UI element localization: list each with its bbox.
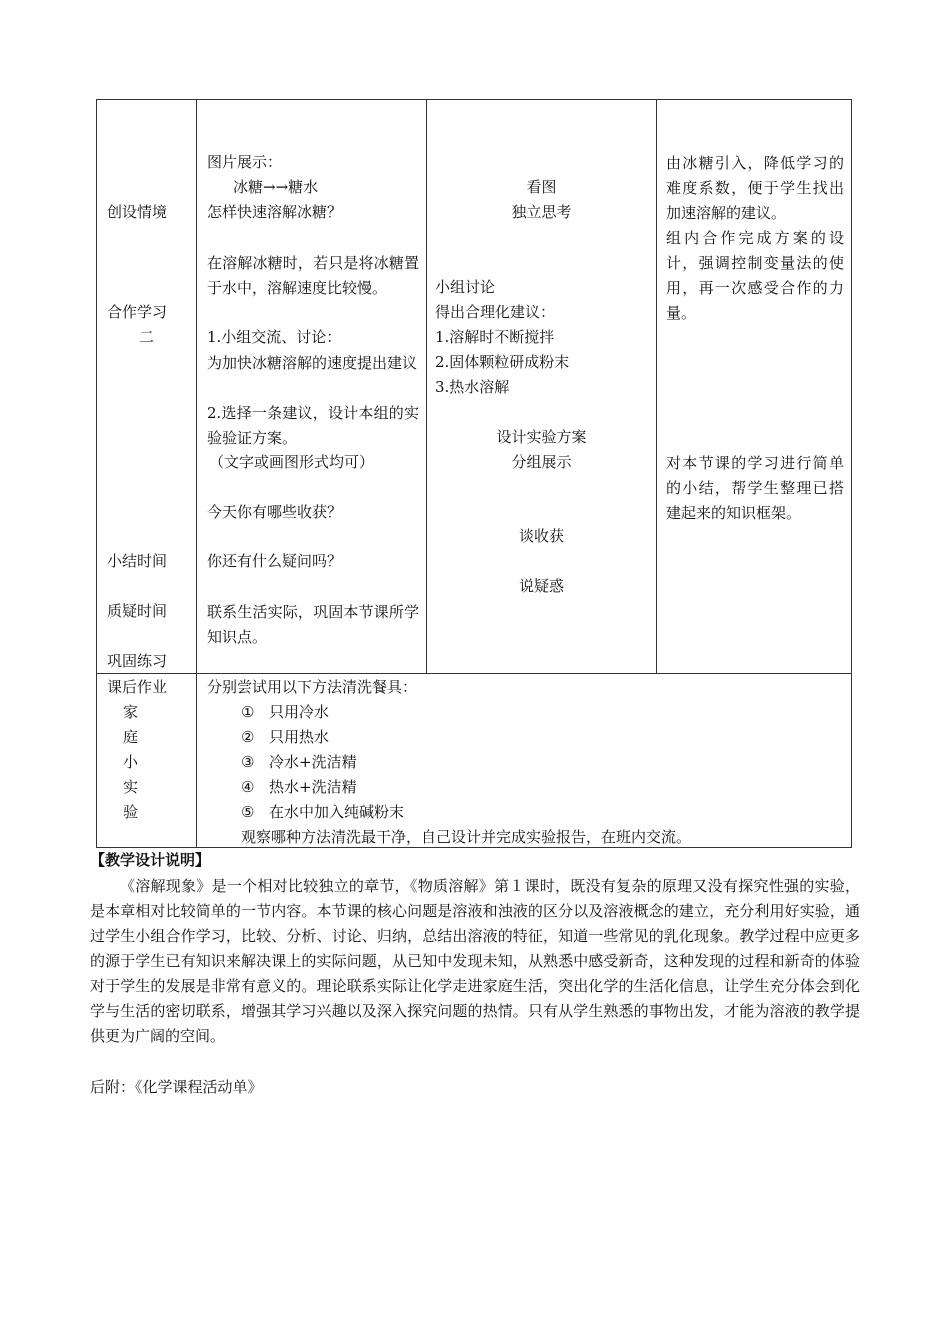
student-text: 得出合理化建议： bbox=[435, 303, 556, 321]
stage-label: 创设情境 bbox=[107, 203, 168, 221]
student-text: 说疑惑 bbox=[518, 577, 564, 595]
homework-item-text: 只用热水 bbox=[269, 728, 330, 746]
student-text: 分组展示 bbox=[511, 453, 572, 471]
teacher-text: 今天你有哪些收获？ bbox=[207, 503, 343, 521]
column-divider bbox=[196, 100, 197, 847]
explanation-body: 《溶解现象》是一个相对比较独立的章节，《物质溶解》第１课时，既没有复杂的原理又没有探究性强的实验，是本章相对比较简单的一节内容。本节课的核心问题是溶液和浊液的区分以及溶液概念的建立，充分利用好实验，通过学生小组合作学习，比较、分析、讨论、归纳，总结出溶液的特征，知道一些常见的乳化现象。教学过程中应更多的源于学生已有知识来解决课上的实际问题，从已知中发现未知，从熟悉中感受新奇，这种发现的过程和新奇的体验对于学生的发展是非常有意义的。理论联系实际让化学走进家庭生活，突出化学的生活化信息，让学生充分体会到化学与生活的密切联系，增强其学习兴趣以及深入探究问题的热情。只有从学生熟悉的事物出发，才能为溶液的教学提供更为广阔的空间。 bbox=[90, 877, 860, 1045]
student-text: 1.溶解时不断搅拌 bbox=[435, 328, 555, 346]
homework-label-char: 小 bbox=[123, 753, 139, 771]
student-text: 3.热水溶解 bbox=[435, 378, 510, 396]
teacher-text: 你还有什么疑问吗？ bbox=[207, 552, 343, 570]
stage-label: 巩固练习 bbox=[107, 652, 168, 670]
homework-label-char: 实 bbox=[123, 778, 139, 796]
student-text: 小组讨论 bbox=[435, 278, 496, 296]
student-text: 独立思考 bbox=[511, 203, 572, 221]
teacher-text: 冰糖→→糖水 bbox=[233, 178, 319, 196]
student-text: 谈收获 bbox=[518, 527, 564, 545]
homework-item-text: 只用冷水 bbox=[269, 703, 330, 721]
student-text: 看图 bbox=[526, 178, 557, 196]
homework-label-char: 验 bbox=[123, 803, 139, 821]
homework-item-number: ④ bbox=[241, 778, 255, 796]
homework-item-number: ⑤ bbox=[241, 803, 255, 821]
intent-text: 组内合作完成方案的设计，强调控制变量法的使用，再一次感受合作的力量。 bbox=[666, 229, 844, 322]
homework-label-char: 庭 bbox=[123, 728, 139, 746]
teacher-text: 怎样快速溶解冰糖？ bbox=[207, 203, 343, 221]
student-text: 设计实验方案 bbox=[496, 428, 587, 446]
lesson-table bbox=[96, 99, 852, 848]
explanation-heading: 【教学设计说明】 bbox=[90, 851, 211, 869]
homework-intro: 分别尝试用以下方法清洗餐具： bbox=[207, 678, 418, 696]
teacher-text: （文字或画图形式均可） bbox=[209, 453, 375, 471]
student-text: 2.固体颗粒研成粉末 bbox=[435, 353, 570, 371]
stage-label: 合作学习 bbox=[107, 303, 168, 321]
homework-item-number: ② bbox=[241, 728, 255, 746]
homework-item-text: 在水中加入纯碱粉末 bbox=[269, 803, 405, 821]
teacher-text: 2.选择一条建议，设计本组的实验验证方案。 bbox=[207, 404, 419, 447]
teacher-text: 为加快冰糖溶解的速度提出建议 bbox=[207, 354, 418, 372]
homework-item-text: 冷水+洗洁精 bbox=[269, 753, 357, 771]
stage-label: 小结时间 bbox=[107, 552, 168, 570]
stage-label: 二 bbox=[139, 328, 155, 346]
column-divider bbox=[656, 100, 657, 673]
homework-item-number: ① bbox=[241, 703, 255, 721]
row-divider bbox=[97, 673, 851, 674]
teacher-text: 在溶解冰糖时，若只是将冰糖置于水中，溶解速度比较慢。 bbox=[207, 254, 419, 297]
stage-label: 质疑时间 bbox=[107, 602, 168, 620]
teacher-text: 图片展示： bbox=[207, 153, 283, 171]
homework-item-number: ③ bbox=[241, 753, 255, 771]
intent-text: 由冰糖引入，降低学习的难度系数，便于学生找出加速溶解的建议。 bbox=[666, 154, 844, 222]
intent-text: 对本节课的学习进行简单的小结，帮学生整理已搭建起来的知识框架。 bbox=[666, 454, 844, 522]
appendix-note: 后附：《化学课程活动单》 bbox=[90, 1078, 263, 1096]
teacher-text: 1.小组交流、讨论： bbox=[207, 328, 342, 346]
teacher-text: 联系生活实际，巩固本节课所学知识点。 bbox=[207, 603, 419, 646]
homework-item-text: 热水+洗洁精 bbox=[269, 778, 357, 796]
homework-label-char: 家 bbox=[123, 703, 139, 721]
homework-label: 课后作业 bbox=[107, 678, 168, 696]
homework-closing: 观察哪种方法清洗最干净，自己设计并完成实验报告，在班内交流。 bbox=[241, 828, 692, 846]
